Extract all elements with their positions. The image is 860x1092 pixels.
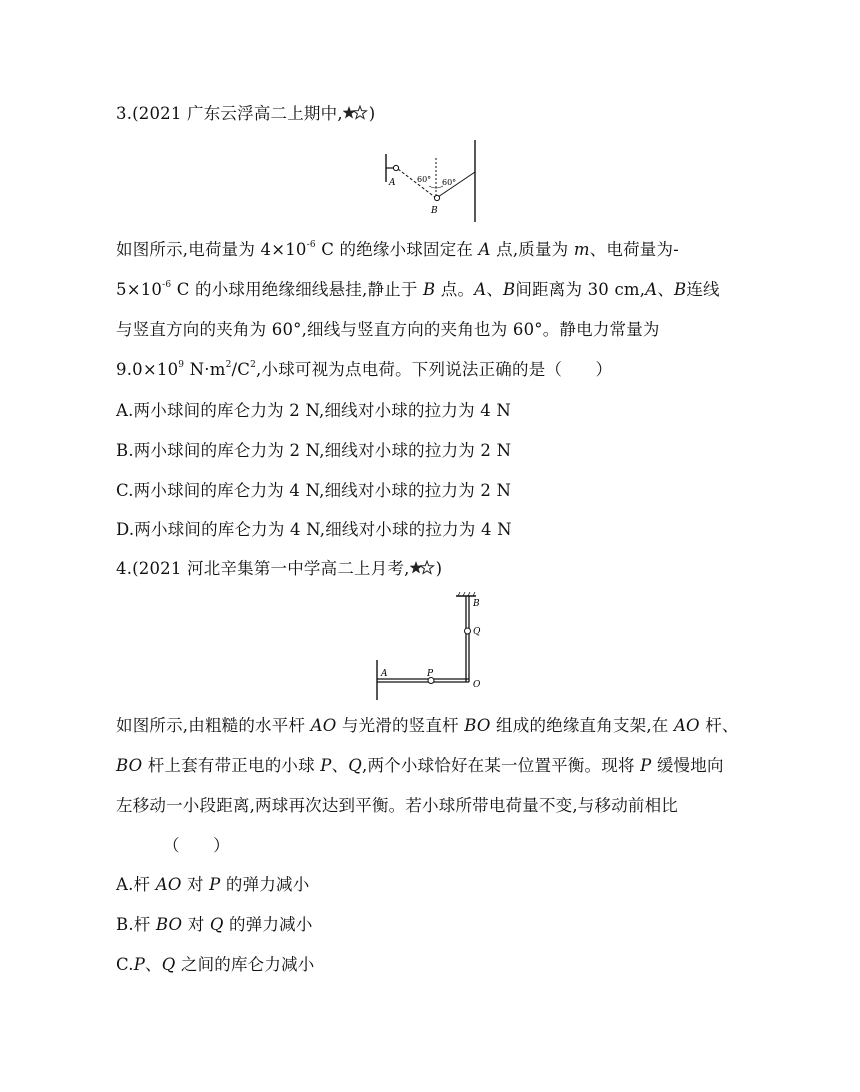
q4-stem-line-1: 如图所示,由粗糙的水平杆 AO 与光滑的竖直杆 BO 组成的绝缘直角支架,在 AO 杆、 (116, 716, 739, 735)
label-q: Q (473, 627, 481, 637)
ball-a (393, 165, 398, 170)
label-a: A (389, 178, 396, 188)
label-a: A (381, 669, 388, 679)
q4-option-c[interactable]: C.P、Q 之间的库仑力减小 (116, 955, 315, 974)
q3-option-d[interactable]: D.两小球间的库仑力为 4 N,细线对小球的拉力为 4 N (116, 520, 512, 539)
q3-header: 3.(2021 广东云浮高二上期中, ) (116, 104, 376, 123)
q4-stem-line-2: BO 杆上套有带正电的小球 P、Q,两个小球恰好在某一位置平衡。现将 P 缓慢地向 (116, 756, 724, 775)
label-b: B (431, 206, 438, 216)
q3-stem-line-3: 与竖直方向的夹角为 60°,细线与竖直方向的夹角也为 60°。静电力常量为 (116, 320, 660, 339)
q3-stem-line-4: $9.0\times 10^9$ $N\cdot m^2/C^2$,小球可视为点电荷。下列说法正确的是（ ） (116, 360, 613, 379)
q3-stem-line-2: $5\times 10^{-6}$ C 的小球用绝缘细线悬挂,静止于 B 点。A、B间距离为 30 cm,A、B连线 (116, 280, 720, 299)
difficulty-stars-icon (343, 105, 369, 121)
q4-stem-line-3: 左移动一小段距离,两球再次达到平衡。若小球所带电荷量不变,与移动前相比 (116, 796, 678, 815)
q3-figure (380, 138, 480, 224)
q3-stem-line-1: 如图所示,电荷量为 $4\times 10^{-6}$ C 的绝缘小球固定在 A 点,质量为 m、电荷量为- (116, 240, 679, 259)
q3-option-a[interactable]: A.两小球间的库仑力为 2 N,细线对小球的拉力为 4 N (116, 401, 512, 420)
label-b: B (473, 599, 480, 609)
q3-option-c[interactable]: C.两小球间的库仑力为 4 N,细线对小球的拉力为 2 N (116, 481, 512, 500)
label-p: P (427, 669, 434, 679)
difficulty-stars-icon (410, 560, 436, 576)
q4-option-a[interactable]: A.杆 AO 对 P 的弹力减小 (116, 875, 310, 894)
q4-header: 4.(2021 河北辛集第一中学高二上月考, ) (116, 559, 443, 578)
q4-answer-blank: （ ） (163, 836, 230, 855)
angle-label-2: 60° (442, 178, 457, 187)
ball-b (434, 195, 439, 200)
q4-figure (370, 590, 490, 702)
q4-option-b[interactable]: B.杆 BO 对 Q 的弹力减小 (116, 915, 313, 934)
angle-label-1: 60° (417, 175, 432, 184)
q3-option-b[interactable]: B.两小球间的库仑力为 2 N,细线对小球的拉力为 2 N (116, 441, 512, 460)
ball-q (465, 628, 471, 634)
label-o: O (473, 680, 481, 690)
